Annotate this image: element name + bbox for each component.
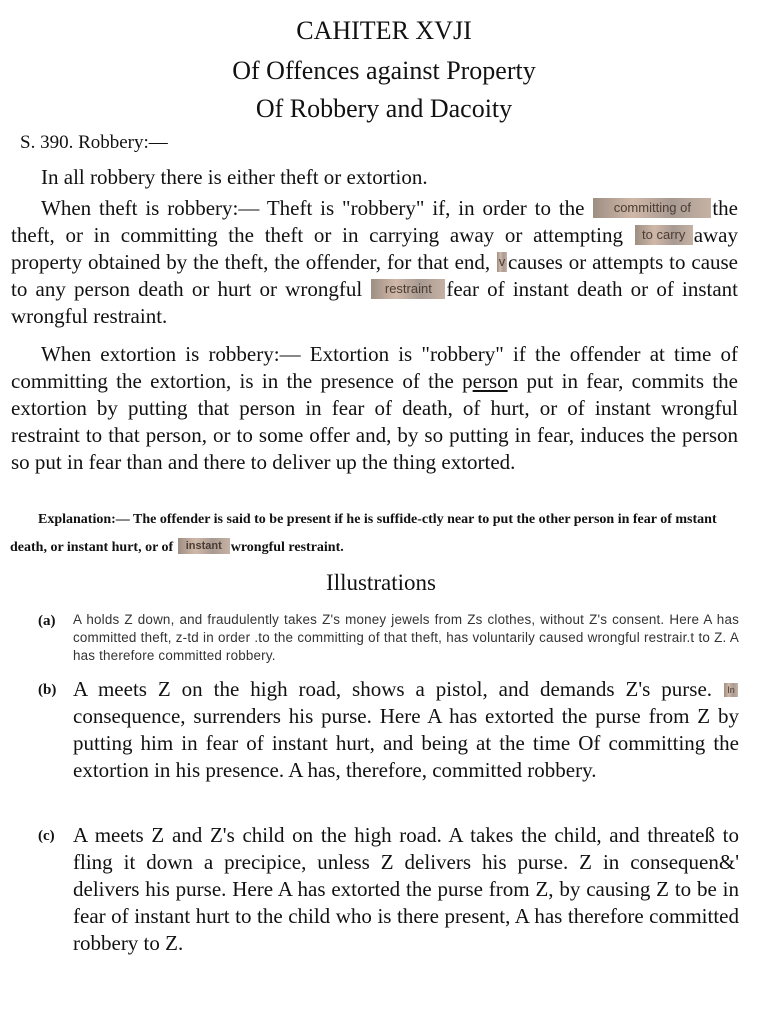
theft-text-b: the theft, or in committing the theft or in carrying away or attempting (11, 196, 738, 247)
paragraph-intro (11, 164, 738, 191)
underlined-fragment: erso (472, 369, 508, 393)
paragraph-extortion-robbery (11, 341, 738, 476)
theft-text-c: away property obtained by the theft, the offender, for that end, (11, 223, 738, 274)
illustration-c (38, 822, 739, 957)
explanation-text-a: Explanation:— The offender is said to be present if he is suffide-ctly near to put the other person in fear of mstant death, or instant hurt, or of (10, 512, 717, 555)
extortion-text-a: When extortion is robbery:— Extortion is "robbery" if the offender at time of committing the extortion, is in the presence of the p (11, 342, 738, 393)
chapter-subtitle: Of Offences against Property (232, 56, 536, 85)
theft-text-d: causes or attempts to cause to any person death or hurt or wrongful (11, 250, 739, 301)
illustration-label: (c) (38, 828, 55, 844)
illustration-c-text: A meets Z and Z's child on the high road. A takes the child, and threateß to fling it down a precipice, unless Z delivers his purse. Z in consequen&' delivers his purse. Here A has extorted the purse from Z, by causing Z to be in fear of instant hurt to the child who is there present, A has therefore committed robbery to Z. (73, 823, 739, 955)
illustration-label: (a) (38, 613, 56, 629)
scanned-word-patch: In (724, 683, 738, 697)
illustrations-heading: Illustrations (326, 570, 436, 595)
illustration-b-text-a: A meets Z on the high road, shows a pistol, and demands Z's purse. (73, 677, 713, 701)
illustration-b (38, 676, 739, 784)
section-heading: Of Robbery and Dacoity (255, 94, 513, 123)
scanned-word-patch: to carry (635, 225, 693, 245)
section-number: S. 390. Robbery:— (20, 132, 168, 153)
scanned-word-patch: restraint (371, 279, 445, 299)
illustration-b-text (73, 676, 739, 784)
theft-text-e: fear of instant death or of instant wrongful restraint. (11, 277, 739, 328)
scanned-word-patch: instant (178, 538, 230, 554)
paragraph-intro-text: In all robbery there is either theft or extortion. (41, 165, 428, 189)
illustration-b-text-b: consequence, surrenders his purse. Here A has extorted the purse from Z by putting him in fear of instant hurt, and being at the time Of committing the extortion in his presence. A has, therefore, committed robbery. (73, 704, 739, 782)
explanation-text-b: wrongful restraint. (230, 540, 344, 555)
extortion-text-b: n put in fear, commits the extortion by putting that person in fear of death, of hurt, or of instant wrongful restraint to that person, or to some offer and, by so putting in fear, induces the person so put in fear than and there to deliver up the thing extorted. (11, 369, 738, 474)
scanned-word-patch: v (497, 252, 507, 272)
chapter-title: CAHITER XVJI (296, 16, 472, 45)
theft-text-a: When theft is robbery:— Theft is "robbery" if, in order to the (41, 196, 585, 220)
illustration-a (38, 611, 739, 665)
explanation-note (10, 506, 740, 562)
scanned-word-patch: committing of (593, 198, 711, 218)
illustration-label: (b) (38, 682, 57, 698)
illustration-a-text: A holds Z down, and fraudulently takes Z's money jewels from Zs clothes, without Z's consent. Here A has committed theft, z-td in order .to the committing of that theft, has voluntarily caused wrongful restrair.t to Z. A has therefore committed robbery. (73, 612, 739, 663)
paragraph-theft-robbery (11, 195, 738, 330)
